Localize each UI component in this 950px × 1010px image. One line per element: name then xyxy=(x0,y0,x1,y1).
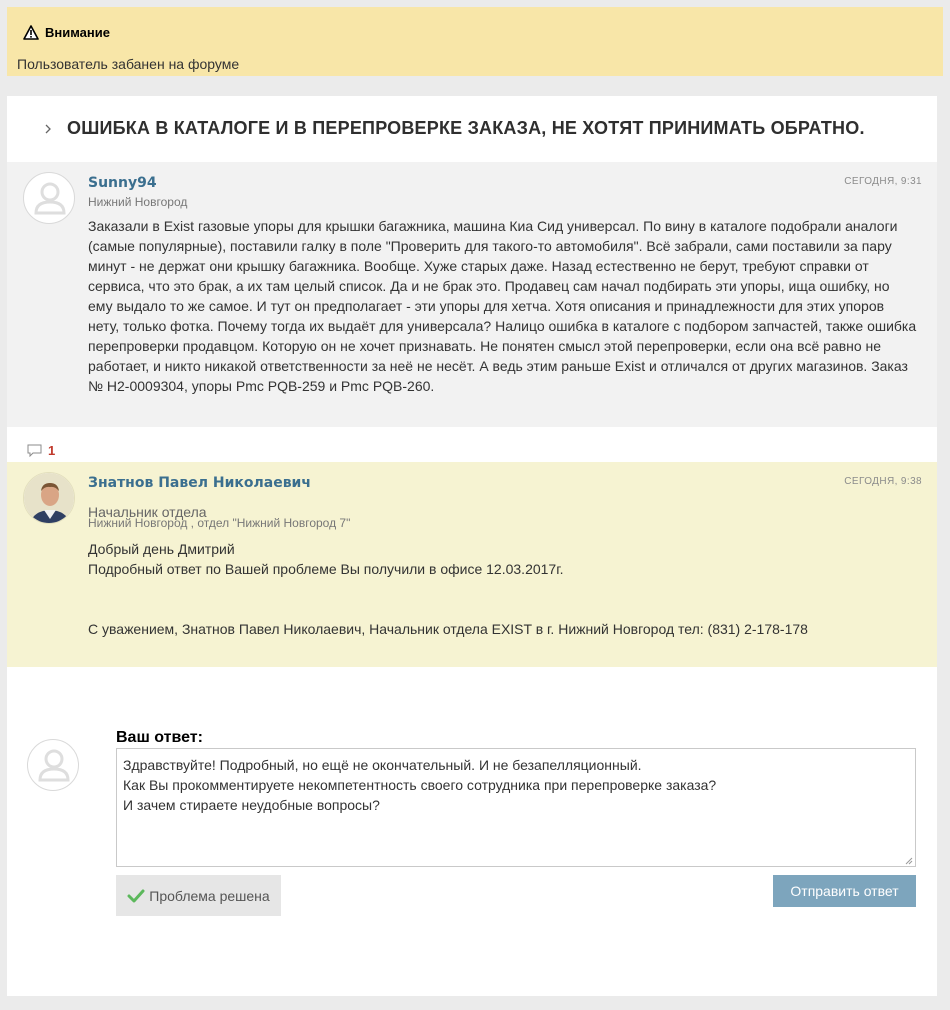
post-author-role: Начальник отдела xyxy=(88,504,207,520)
topic-header xyxy=(7,96,937,162)
post-author[interactable]: Знатнов Павел Николаевич xyxy=(88,475,311,491)
checkmark-icon xyxy=(127,889,145,903)
resize-grip-icon[interactable] xyxy=(905,857,913,865)
topic-panel xyxy=(7,96,937,996)
user-placeholder-icon xyxy=(28,740,79,791)
staff-avatar xyxy=(23,472,75,524)
post-time: СЕГОДНЯ, 9:38 xyxy=(844,476,922,487)
post-line xyxy=(88,579,918,599)
user-placeholder-icon xyxy=(24,173,75,224)
reply-label: Ваш ответ: xyxy=(116,729,203,746)
avatar xyxy=(23,172,75,224)
topic-title: ОШИБКА В КАТАЛОГЕ И В ПЕРЕПРОВЕРКЕ ЗАКАЗА, НЕ ХОТЯТ ПРИНИМАТЬ ОБРАТНО. xyxy=(67,118,865,138)
post-body xyxy=(88,539,918,639)
send-reply-button[interactable]: Отправить ответ xyxy=(773,875,916,907)
ban-alert xyxy=(7,7,943,76)
post-time: СЕГОДНЯ, 9:31 xyxy=(844,176,922,187)
post-author[interactable]: Sunny94 xyxy=(88,175,157,191)
post-location: Нижний Новгород xyxy=(88,195,188,209)
forum-post xyxy=(7,162,937,427)
alert-title xyxy=(23,25,110,40)
reply-textarea[interactable] xyxy=(116,748,916,867)
post-text: Заказали в Exist газовые упоры для крышки багажника, машина Киа Сид универсал. По вину в каталоге подобрали аналоги (самые популярные), поставили галку в поле "Проверить для такого-то автомобиля". Всё забрали, сами поставили за пару минут - не держат они крышку багажника. Вообще. Хуже старых даже. Назад естественно не берут, требуют справки от сервиса, что это брак, а их там целый список. Да и не брак это. Продавец сам начал подбирать эти упоры, ища ошибку, но ему выдало то же самое. И тут он предполагает - эти упоры для хетча. Хотя описания и принадлежности для этих упоров нету, только фотка. Почему тогда их выдаёт для универсала? Налицо ошибка в каталоге с подбором запчастей, также ошибка перепроверки продавцом. Которую он не хочет признавать. Не понятен смысл этой перепроверки, если она всё равно не работает, и никто никакой ответственности за неё не несёт. А ведь этим раньше Exist и отличался от других магазинов. Заказ № Н2-0009304, упоры Pmc PQB-259 и Pmc PQB-260. xyxy=(88,218,917,394)
comment-icon xyxy=(27,444,42,457)
alert-title-text: Внимание xyxy=(45,25,110,40)
staff-photo xyxy=(24,473,75,524)
post-location: Нижний Новгород , отдел "Нижний Новгород 7" xyxy=(88,516,351,530)
staff-post xyxy=(7,462,937,667)
reply-avatar xyxy=(27,739,79,791)
chevron-right-icon xyxy=(43,122,53,136)
post-body xyxy=(88,216,918,396)
post-line: С уважением, Знатнов Павел Николаевич, Начальник отдела EXIST в г. Нижний Новгород тел: (831) 2-178-178 xyxy=(88,621,808,637)
comment-count-value: 1 xyxy=(48,443,56,458)
comment-count[interactable] xyxy=(27,443,55,458)
alert-message: Пользователь забанен на форуме xyxy=(17,56,240,72)
post-line: Подробный ответ по Вашей проблеме Вы получили в офисе 12.03.2017г. xyxy=(88,561,564,577)
warning-icon xyxy=(23,25,39,40)
post-line xyxy=(88,599,918,619)
post-line: Добрый день Дмитрий xyxy=(88,541,235,557)
problem-solved-button[interactable] xyxy=(116,875,281,916)
problem-solved-label: Проблема решена xyxy=(149,887,270,904)
